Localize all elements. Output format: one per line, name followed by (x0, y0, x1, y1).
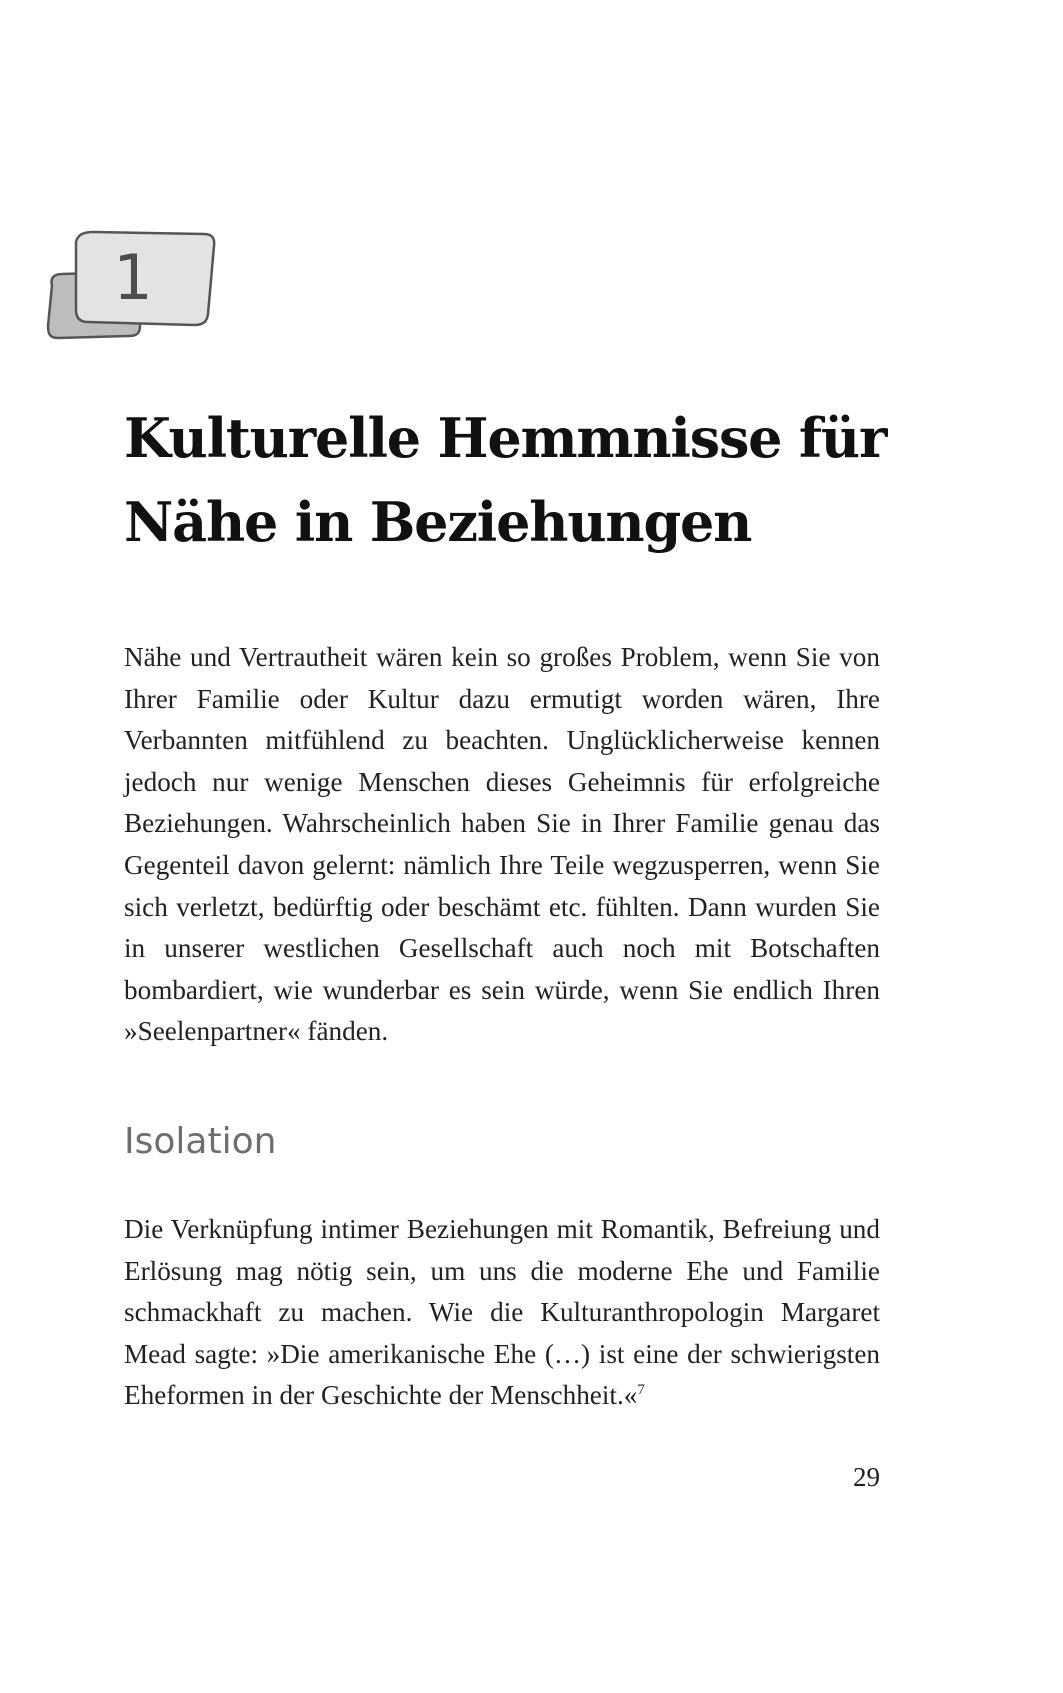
chapter-number: 1 (113, 241, 153, 314)
chapter-title (124, 396, 944, 564)
intro-paragraph: Nähe und Vertrautheit wären kein so großes Problem, wenn Sie von Ihrer Familie oder Kultur dazu ermutigt worden wären, Ihre Verbannten mitfühlend zu beachten. Unglücklicherweise kennen jedoch nur wenige Menschen dieses Geheimnis für erfolgreiche Beziehungen. Wahrscheinlich haben Sie in Ihrer Familie genau das Gegenteil davon gelernt: nämlich Ihre Teile wegzusperren, wenn Sie sich verletzt, bedürftig oder beschämt etc. fühlten. Dann wurden Sie in unserer westlichen Gesellschaft auch noch mit Botschaften bombardiert, wie wunderbar es sein würde, wenn Sie endlich Ihren »Seelenpartner« fänden. (124, 642, 880, 1047)
chapter-title-line-2: Nähe in Beziehungen (124, 490, 752, 554)
footnote-marker[interactable]: 7 (637, 1382, 645, 1399)
chapter-title-line-1: Kulturelle Hemmnisse für (124, 406, 887, 470)
section-paragraph-text: Die Verknüpfung intimer Beziehungen mit Romantik, Befreiung und Erlösung mag nötig sein, um uns die moderne Ehe und Familie schmackhaft zu machen. Wie die Kulturanthropologin Margaret Mead sagte: »Die amerikanische Ehe (…) ist eine der schwierigsten Eheformen in der Geschichte der Menschheit.« (124, 1214, 880, 1411)
section-paragraph (124, 1209, 880, 1417)
section-heading: Isolation (124, 1121, 277, 1162)
page-number: 29 (853, 1462, 880, 1492)
